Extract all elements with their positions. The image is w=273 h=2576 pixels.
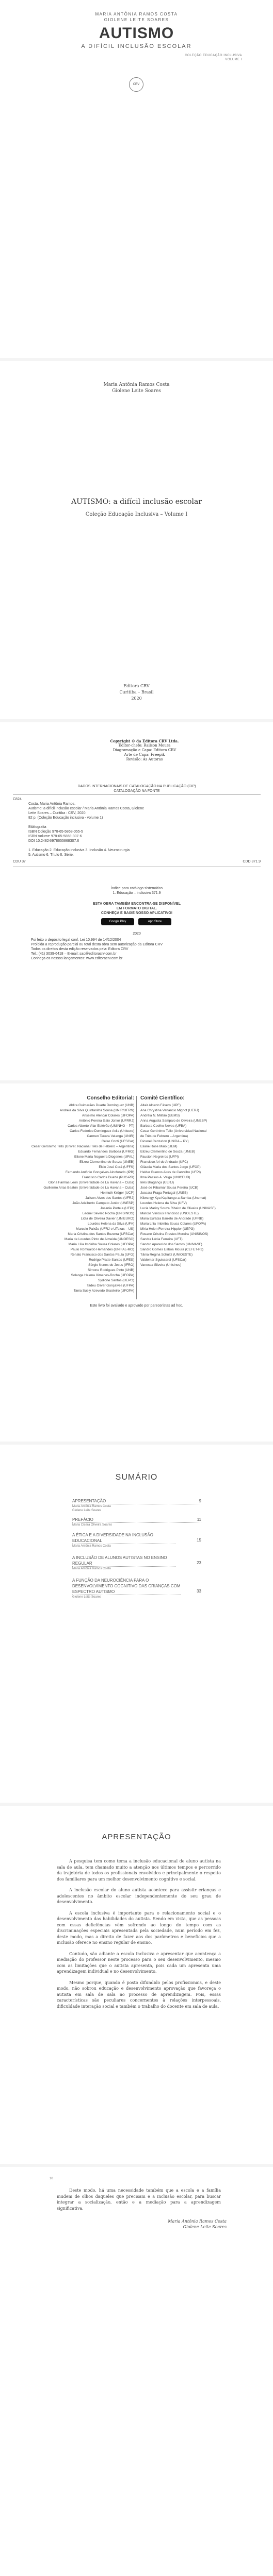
- council-member: Rosane Cristina Prestes Moreira (UNISINOS): [140, 1232, 208, 1236]
- cover-subtitle: A DIFÍCIL INCLUSÃO ESCOLAR: [81, 43, 192, 49]
- cover-page: [0, 0, 273, 358]
- council-member: Míria Helen Ferreira Hippler (UEPG): [140, 1227, 195, 1231]
- council-member: Lucia Marisy Souza Ribeiro de Oliveira (UNIVASF): [140, 1207, 216, 1210]
- council-member: Tânia Regina Schultz (UNIOESTE): [140, 1253, 193, 1257]
- table-of-contents-page: [0, 1445, 273, 1803]
- council-member: Eduardo Fernandes Barbosa (UFMG): [78, 1150, 134, 1154]
- toc-entry[interactable]: A FUNÇÃO DA NEUROCIÊNCIA PARA O DESENVOLVIMENTO COGNITIVO DAS CRIANÇAS COM ESPECTRO AUTISMO Giolene Leite Soares 33: [72, 1578, 201, 1599]
- council-member: Élsio José Corá (UFFS): [99, 1165, 134, 1169]
- council-member: Tania Suely Azevedo Brasileiro (UFOPA): [73, 1289, 134, 1293]
- council-member: Fauston Negreiros (UFPI): [140, 1155, 179, 1159]
- council-member: Aldira Guimarães Duarte Domínguez (UNB): [69, 1104, 134, 1107]
- cover-brand-title: AUTISMO: [99, 25, 174, 42]
- council-member: Fernando Antônio Gonçalves Alcoforado (IPB): [66, 1171, 134, 1174]
- council-member: Helmuth Krüger (UCP): [100, 1191, 134, 1195]
- scientific-list: [140, 1103, 264, 1268]
- council-member: Kilwangy Kya Kapitango-a-Samba (Unemat): [140, 1196, 206, 1200]
- council-member: Francisco Carlos Duarte (PUC-PR): [82, 1176, 134, 1179]
- toc-entry[interactable]: APRESENTAÇÃO 9 Maria Antônia Ramos Costa Giolene Leite Soares: [72, 1499, 201, 1512]
- apresentacao-page: [0, 1806, 273, 2164]
- council-member: Cesar Gerónimo Tello (Universidad Nacional: [140, 1129, 207, 1133]
- column-divider: [136, 1096, 137, 1299]
- council-member: Elizeu Clementino de Souza (UNEB): [140, 1150, 195, 1154]
- cover-authors: MARIA ANTÔNIA RAMOS COSTA GIOLENE LEITE SOARES: [95, 12, 178, 22]
- council-member: Tadeu Oliver Gonçalves (UFPA): [87, 1284, 134, 1287]
- apresentacao-continued-page: [0, 2167, 273, 2502]
- council-member: Maria Eurácia Barreto de Andrade (UFRB): [140, 1217, 204, 1221]
- council-member: Gláucia Maria dos Santos Jorge (UFOP): [140, 1165, 201, 1169]
- council-member: Maria Lília Imbiriba Sousa Colares (UFOPA): [68, 1243, 134, 1246]
- title-page-title: AUTISMO: a difícil inclusão escolar: [71, 498, 202, 506]
- council-member: Elizeu Clementino de Souza (UNEB): [79, 1160, 134, 1164]
- council-page: [0, 1083, 273, 1442]
- title-page-authors: Maria Antônia Ramos Costa Giolene Leite Soares: [103, 382, 170, 394]
- apresentacao-body: A pesquisa tem como tema a inclusão educacional de aluno autista na sala de aula, tem chamado muito a atenção nos últimos tempos e percorrido da trajetória de todos os profissionais envolvidos e principalmente o respeito dos familiares para um melhor desenvolvimento cognitivo e social. A inclusão escolar do aluno autista acontece para assistir crianças e adolescentes no âmbito escolar independentemente do seu grau de desenvolvimento. A escola inclusiva é importante para o relacionamento social e o desenvolvimento das habilidades do autista. Sendo em vista, que as pessoas com essas deficiências vêm sofrendo ao longo do tempo com as discriminações especiais apresentada pela sociedade, num período em fez, deste modo, mas a direito de fazer aos dos parâmetros e benefícios que a inclusão oferece no ensino regular de ensino. Contudo, são adiante a escola inclusiva e apresentar que acontença a mediação do professor neste processo para o seu desenvolvimento, mesmo com as limitações que o autista apresenta, pois cada um apresenta uma aprendizagem individual e no desenvolvimento. Mesmo porque, quando é posto difundido pelos profissionais, e deste modo, não sobrou educação e desenvolvimento aprovação que favoreça o autista em sala de sala no processo de aprendizagem. Pois, essas características são peculiares concernentes à relações interpessoais, dificuldade interação social e também o trabalho do docente em sala de aula.: [57, 1859, 221, 2009]
- council-member: Eliane Rose Maio (UEM): [140, 1145, 178, 1148]
- council-member: Marcos Vinicius Francisco (UNOESTE): [140, 1212, 199, 1215]
- council-member: Sérgio Nunes de Jesus (IFRO): [88, 1263, 134, 1267]
- council-member: Guillermo Arias Beatón (Universidade de La Havana – Cuba): [43, 1186, 134, 1190]
- council-member: Lourdes Helena da Silva (UFV): [88, 1222, 134, 1226]
- council-member: Rodrigo Pratte-Santos (UFES): [89, 1258, 134, 1262]
- apresentacao-title: APRESENTAÇÃO: [102, 1833, 171, 1841]
- editorial-list: [10, 1103, 134, 1294]
- council-member: Maria Lília Imbiriba Sousa Colares (UFOPA): [140, 1222, 206, 1226]
- council-member: de Três de Febrero – Argentina): [140, 1134, 188, 1138]
- council-member: Anna Augusta Sampaio de Oliveira (UNESP): [140, 1119, 207, 1123]
- council-member: João Adalberto Campato Junior (UNESP): [72, 1201, 134, 1205]
- toc-title: SUMÁRIO: [115, 1473, 158, 1482]
- cip-block: C824 Costa, Maria Antônia Ramos. Autismo: a difícil inclusão escolar / Maria Antônia Ramos Costa, Giolene Leite Soares – Curitiba : CRV, 2020. 82 p. (Coleção Educação inclusiva - volume 1) Bibliografia ISBN Coleção 978-65-5868-055-5 ISBN Volume 978-65-5868-307-6 DOI 10.24824/978655868307.6 1. Educação 2. Educação inclusiva 3. Inclusão 4. Neurocirurgia 5. Autismo 6. Título II. Série. CDU 37 CDD 371.9: [13, 794, 261, 867]
- copyright-page: [0, 722, 273, 1080]
- copyright-year: 2020: [133, 932, 141, 936]
- council-member: Marcelo Paixão (UFRJ e UTexas – US): [76, 1227, 134, 1231]
- title-page-publisher: Editora CRV Curitiba – Brasil 2020: [119, 684, 154, 701]
- council-member: Ana Chrystina Venancio Mignot (UERJ): [140, 1109, 199, 1112]
- council-member: Altair Alberto Fávero (UPF): [140, 1104, 181, 1107]
- council-member: Lourdes Helena da Silva (UFV): [140, 1201, 187, 1205]
- title-page: [0, 361, 273, 719]
- cip-lines: Costa, Maria Antônia Ramos. Autismo: a difícil inclusão escolar / Maria Antônia Ramos Costa, Giolene Leite Soares – Curitiba : CRV, 2020. 82 p. (Coleção Educação inclusiva - volume 1) Bibliografia ISBN Coleção 978-65-5868-055-5 ISBN Volume 978-65-5868-307-6 DOI 10.24824/978655868307.6 1. Educação 2. Educação inclusiva 3. Inclusão 4. Neurocirurgia 5. Autismo 6. Título II. Série.: [28, 802, 144, 857]
- council-member: Jussara Fraga Portugal (UNEB): [140, 1191, 188, 1195]
- cip-index: Índice para catálogo sistemático 1. Educação – inclusiva 371.9: [111, 887, 163, 895]
- council-member: Andréia N. Militão (UEMS): [140, 1114, 180, 1117]
- council-member: Cesar Gerónimo Tello (Univer. Nacional Três de Febrero – Argentina): [31, 1145, 134, 1148]
- cover-collection: COLEÇÃO EDUCAÇÃO INCLUSIVA VOLUME I: [185, 54, 242, 61]
- council-member: Leonel Severo Rocha (UNISINOS): [82, 1212, 134, 1215]
- council-member: Sandra Lúcia Ferreira (UFT): [140, 1238, 183, 1241]
- title-page-collection: Coleção Educação Inclusiva – Volume I: [85, 512, 188, 517]
- editorial-board: Conselho Editorial: Aldira Guimarães Duarte Domínguez (UNB) Andréia da Silva Quintanilha Sousa (UNIR/UFRN) Anselmo Alencar Colares (UFOPA) Antônio Pereira Gaio Júnior (UFRRJ) Carlos Alberto Vilar Estêvão (UMINHO – PT) Carlos Federico Dominguez Avila (Unieuro) Carmen Tereza Velanga (UNIR) Celso Conti (UFSCar) Cesar Gerónimo Tello (Univer. Nacional Três de Febrero – Argentina) Eduardo Fernandes Barbosa (UFMG) Elione Maria Nogueira Diogenes (UFAL) Elizeu Clementino de Souza (UNEB) Élsio José Corá (UFFS) Fernando Antônio Gonçalves Alcoforado (IPB) Francisco Carlos Duarte (PUC-PR) Gloria Fariñas León (Universidade de La Havana – Cuba) Guillermo Arias Beatón (Universidade de La Havana – Cuba) Helmuth Krüger (UCP) Jailson Alves dos Santos (UFRJ) João Adalberto Campato Junior (UNESP) Josania Portela (UFPI) Leonel Severo Rocha (UNISINOS) Lídia de Oliveira Xavier (UNIEURO) Lourdes Helena da Silva (UFV) Marcelo Paixão (UFRJ e UTexas – US) Maria Cristina dos Santos Bezerra (UFSCar) Maria de Lourdes Pinto de Almeida (UNOESC) Maria Lília Imbiriba Sousa Colares (UFOPA) Paulo Romualdo Hernandes (UNIFAL-MG) Renato Francisco dos Santos Paula (UFG) Rodrigo Pratte-Santos (UFES) Sérgio Nunes de Jesus (IFRO) Simone Rodrigues Pinto (UNB) Solange Helena Ximenes-Rocha (UFOPA) Sydione Santos (UEPG) Tadeu Oliver Gonçalves (UFPA) Tania Suely Azevedo Brasileiro (UFOPA): [10, 1096, 134, 1294]
- cip-title: DADOS INTERNACIONAIS DE CATALOGAÇÃO NA PUBLICAÇÃO (CIP) CATALOGAÇÃO NA FONTE: [77, 785, 196, 793]
- apresentacao-signature: Maria Antônia Ramos Costa Giolene Leite Soares: [168, 2219, 227, 2229]
- council-member: Maria de Lourdes Pinto de Almeida (UNOESC): [64, 1238, 134, 1241]
- council-member: Valdemar Sguissardi (UFSCar): [140, 1258, 187, 1262]
- app-store-badge[interactable]: App Store: [138, 918, 171, 925]
- council-member: Ilma Passos A. Veiga (UNICEUB): [140, 1176, 190, 1179]
- council-member: Paulo Romualdo Hernandes (UNIFAL-MG): [70, 1248, 134, 1251]
- toc-entry[interactable]: A ÉTICA E A DIVERSIDADE NA INCLUSÃO EDUCACIONAL Maria Antônia Ramos Costa 15: [72, 1533, 201, 1548]
- crv-logo: CRV: [129, 77, 143, 92]
- ebook-notice: ESTA OBRA TAMBÉM ENCONTRA-SE DISPONÍVEL EM FORMATO DIGITAL. CONHEÇA E BAIXE NOSSO APLICATIVO!: [93, 902, 181, 915]
- council-member: Sandro Gomes Lisboa Moura (CEFET-RJ): [140, 1248, 204, 1251]
- scientific-committee: Comitê Científico: Altair Alberto Fávero (UPF) Ana Chrystina Venancio Mignot (UERJ) Andréia N. Militão (UEMS) Anna Augusta Sampaio de Oliveira (UNESP) Barbara Coelho Neves (UFBA) Cesar Gerónimo Tello (Universidad Nacional de Três de Febrero – Argentina) Diosnel Centurion (UNIDA – PY) Eliane Rose Maio (UEM) Elizeu Clementino de Souza (UNEB) Fauston Negreiros (UFPI) Francisco Ari de Andrade (UFC) Gláucia Maria dos Santos Jorge (UFOP) Helder Buenos Aires de Carvalho (UFPI) Ilma Passos A. Veiga (UNICEUB) Inês Bragança (UERJ) José de Ribamar Sousa Pereira (UCB) Jussara Fraga Portugal (UNEB) Kilwangy Kya Kapitango-a-Samba (Unemat) Lourdes Helena da Silva (UFV) Lucia Marisy Souza Ribeiro de Oliveira (UNIVASF) Marcos Vinicius Francisco (UNOESTE) Maria Eurácia Barreto de Andrade (UFRB) Maria Lília Imbiriba Sousa Colares (UFOPA) Míria Helen Ferreira Hippler (UEPG) Rosane Cristina Prestes Moreira (UNISINOS) Sandra Lúcia Ferreira (UFT) Sandro Aparecido dos Santos (UNIVASF) Sandro Gomes Lisboa Moura (CEFET-RJ) Tânia Regina Schultz (UNIOESTE) Valdemar Sguissardi (UFSCar) Vanessa Silveira (Unisinos): [140, 1096, 264, 1268]
- council-member: Sandro Aparecido dos Santos (UNIVASF): [140, 1243, 202, 1246]
- council-member: Simone Rodrigues Pinto (UNB): [88, 1268, 134, 1272]
- council-member: Solange Helena Ximenes-Rocha (UFOPA): [71, 1274, 134, 1277]
- council-member: José de Ribamar Sousa Pereira (UCB): [140, 1186, 198, 1190]
- council-member: Elione Maria Nogueira Diogenes (UFAL): [74, 1155, 134, 1159]
- council-member: Josania Portela (UFPI): [100, 1207, 134, 1210]
- review-note: Este livro foi avaliado e aprovado por pareceristas ad hoc.: [90, 1304, 183, 1308]
- council-member: Renato Francisco dos Santos Paula (UFG): [70, 1253, 134, 1257]
- copyright-head: Copyright © da Editora CRV Ltda. Editor-chefe: Railson Moura Diagramação e Capa: Editora CRV Arte de Capa: Freepik Revisão: As Autoras: [110, 739, 179, 761]
- council-member: Vanessa Silveira (Unisinos): [140, 1263, 181, 1267]
- toc-entry[interactable]: A INCLUSÃO DE ALUNOS AUTISTAS NO ENSINO REGULAR Maria Antônia Ramos Costa 23: [72, 1555, 201, 1570]
- council-member: Sydione Santos (UEPG): [98, 1279, 134, 1282]
- council-member: Carlos Federico Dominguez Avila (Unieuro): [70, 1129, 134, 1133]
- toc-entry[interactable]: PREFÁCIO 11 Maria Cícera Oliveira Soares: [72, 1517, 201, 1527]
- council-member: Carmen Tereza Velanga (UNIR): [87, 1134, 134, 1138]
- council-member: Celso Conti (UFSCar): [101, 1140, 134, 1143]
- council-member: Francisco Ari de Andrade (UFC): [140, 1160, 188, 1164]
- council-member: Antônio Pereira Gaio Júnior (UFRRJ): [78, 1119, 134, 1123]
- council-member: Andréia da Silva Quintanilha Sousa (UNIR/UFRN): [59, 1109, 134, 1112]
- council-member: Gloria Fariñas León (Universidade de La Havana – Cuba): [48, 1181, 134, 1184]
- council-member: Diosnel Centurion (UNIDA – PY): [140, 1140, 189, 1143]
- council-member: Barbara Coelho Neves (UFBA): [140, 1124, 187, 1128]
- council-member: Jailson Alves dos Santos (UFRJ): [85, 1196, 134, 1200]
- store-badges: [101, 918, 173, 925]
- council-member: Inês Bragança (UERJ): [140, 1181, 174, 1184]
- apresentacao-body-continued: Deste modo, há uma necessidade também que a escola e a família mudem de olhos daqueles que precisam e a inclusão escolar, para buscar integrar a socialização, então e a mediação para a aprendizagem significativa.: [57, 2188, 221, 2211]
- page-number: 10: [50, 2177, 53, 2180]
- council-member: Maria Cristina dos Santos Bezerra (UFSCar): [68, 1232, 134, 1236]
- council-member: Lídia de Oliveira Xavier (UNIEURO): [81, 1217, 134, 1221]
- council-member: Anselmo Alencar Colares (UFOPA): [82, 1114, 134, 1117]
- council-member: Carlos Alberto Vilar Estêvão (UMINHO – PT): [68, 1124, 134, 1128]
- legal-notice: Foi feito o depósito legal conf. Lei 10.994 de 14/12/2004 Proibida a reprodução parcial ou total desta obra sem autorização da Editora CRV Todos os direitos desta edição reservados pela: Editora CRV Tel.: (41) 3039-6418 – E-mail: sac@editoracrv.com.br Conheça os nossos lançamentos: www.editoracrv.com.br: [31, 938, 163, 960]
- google-play-badge[interactable]: Google Play: [101, 918, 134, 925]
- council-member: Helder Buenos Aires de Carvalho (UFPI): [140, 1171, 201, 1174]
